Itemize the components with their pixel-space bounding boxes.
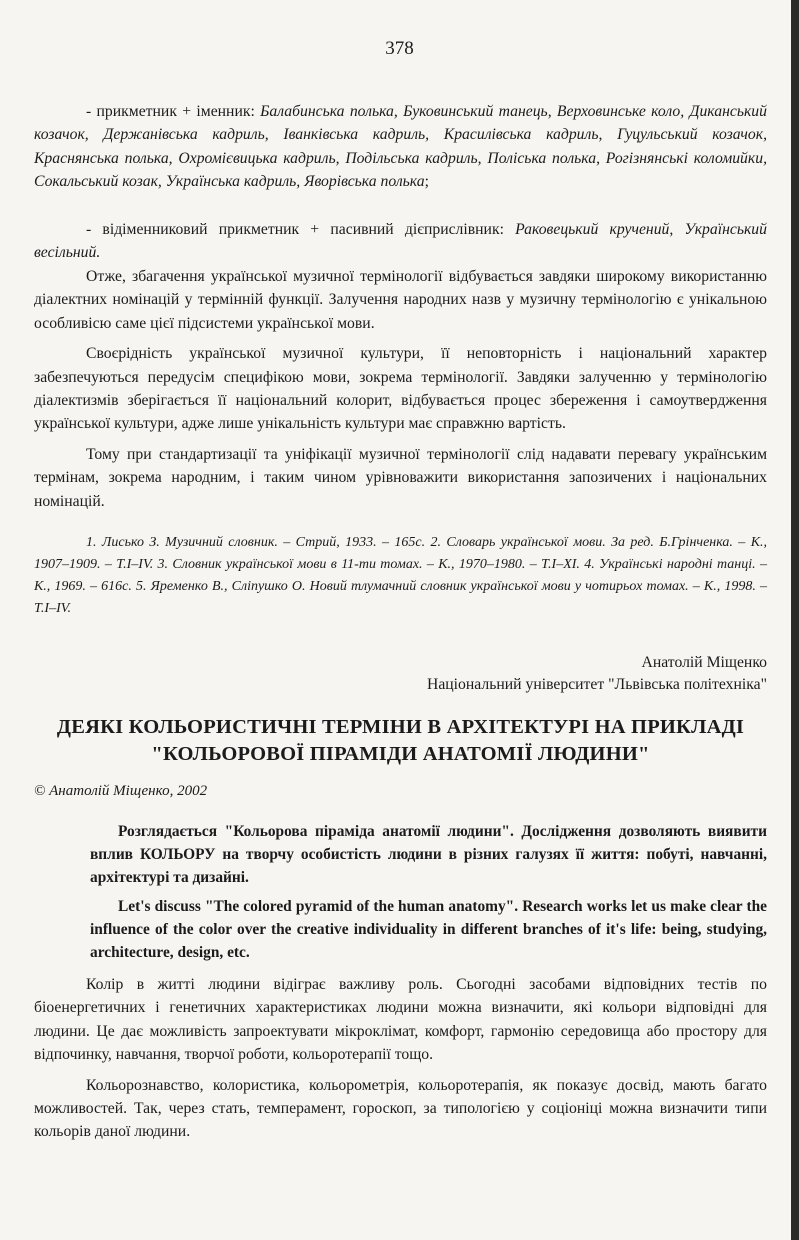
paragraph: Тому при стандартизації та уніфікації музичної термінології слід надавати перевагу українським термінам, зокрема народним, і таким чином урівноважити використання запозичених і національних номінацій. [34,445,767,510]
scan-edge [791,0,799,1240]
references [34,532,767,620]
list-item-adjective-noun: - прикметник + іменник: Балабинська полька, Буковинський танець, Верховинське коло, Диканський козачок, Держанівська кадриль, Іванківська кадриль, Красилівська кадриль, Гуцульський козачок, Краснянська полька, Охромієвицька кадриль, Подільська кадриль, Поліська полька, Рогізнянські коломийки, Сокальський козак, Українська кадриль, Яворівська полька; [34,103,767,191]
paragraph: Своєрідність української музичної культури, її неповторність і національний характер забезпечуються передусім специфікою мови, зокрема термінології. Завдяки залученню у термінологію діалектизмів зберігається її національний колорит, відбувається процес збереження і самоутвердження української культури, адже лише унікальність культури має справжню вартість. [34,345,767,433]
body-bottom [34,973,767,1144]
author-affiliation: Національний університет "Львівська політехніка" [427,676,767,693]
article-title [34,714,767,768]
abstract-block [90,820,767,964]
paragraph: Кольорознавство, колористика, кольорометрія, кольоротерапія, як показує досвід, мають багато можливостей. Так, через стать, темперамент, гороскоп, за типологією у соціоніці можна визначити типи кольорів даної людини. [34,1076,767,1141]
reference-list: 1. Лисько З. Музичний словник. – Стрий, 1933. – 165с. 2. Словарь украïнськоï мови. За ред. Б.Грінченка. – К., 1907–1909. – Т.І–IV. 3. Словник украïнськоï мови в 11-ти томах. – К., 1970–1980. – Т.І–ХІ. 4. Українські народні танці. – К., 1969. – 616с. 5. Яременко В., Сліпушко О. Новий тлумачний словник української мови у чотирьох томах. – К., 1998. – Т.І–IV. [34,535,767,616]
paragraph: Колір в житті людини відіграє важливу роль. Сьогодні засобами відповідних тестів по біоенергетичних і генетичних характеристиках людини можна визначити, які кольори відповідні для людини. Це дає можливість запроектувати мікроклімат, комфорт, гармонію середовища або простору для відпочинку, навчання, творчої роботи, кольоротерапії тощо. [34,976,767,1064]
list-item-examples: Балабинська полька, Буковинський танець, Верховинське коло, Диканський козачок, Держанівська кадриль, Іванківська кадриль, Красилівська кадриль, Гуцульський козачок, Краснянська полька, Охромієвицька кадриль, Подільська кадриль, Поліська полька, Рогізнянські коломийки, Сокальський козак, Українська кадриль, Яворівська полька [34,103,767,191]
paragraph: Отже, збагачення української музичної термінології відбувається завдяки широкому використанню діалектних номінацій у термінній функції. Залучення народних назв у музичну термінологію є унікальною особливісю саме цієї підсистеми української мови. [34,268,767,332]
list-item-prefix: - відіменниковий прикметник + пасивний дієприслівник: [86,221,516,238]
list-item-prefix: - прикметник + іменник: [86,103,261,120]
article-title-line: ДЕЯКІ КОЛЬОРИСТИЧНІ ТЕРМІНИ В АРХІТЕКТУРІ НА ПРИКЛАДІ [56,716,745,738]
page-number: 378 [385,38,414,59]
list-item-examples: Раковецький кручений, Український весільний. [34,221,767,262]
list-item-participle [34,218,767,265]
abstract-english: Let's discuss "The colored pyramid of the human anatomy". Research works let us make clear the influence of the color over the creative individuality in different branches of it's life: being, studying, architecture, design, etc. [90,898,767,961]
author-block [34,652,767,696]
copyright-block [34,783,767,800]
abstract-ukrainian: Розглядається "Кольорова піраміда анатомії людини". Дослідження дозволяють виявити вплив КОЛЬОРУ на творчу особистість людини в різних галузях її життя: побуті, навчанні, архітектурі та дизайні. [90,823,767,886]
article-title-line: "КОЛЬОРОВОЇ ПІРАМІДИ АНАТОМІЇ ЛЮДИНИ" [151,743,650,765]
body-top [34,265,767,513]
author-name: Анатолій Міщенко [641,654,767,671]
copyright: © Анатолій Міщенко, 2002 [34,783,208,799]
